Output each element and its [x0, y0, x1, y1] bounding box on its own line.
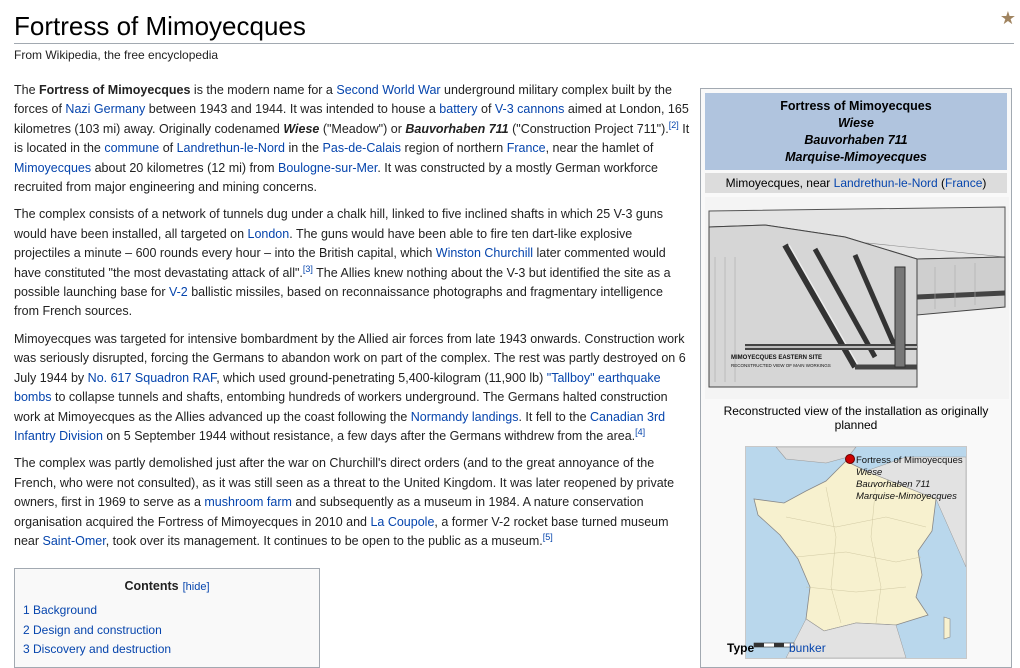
map-label-line: Bauvorhaben 711 — [856, 479, 931, 490]
link-normandy-landings[interactable]: Normandy landings — [410, 409, 519, 424]
text: Mimoyecques, near — [725, 176, 834, 190]
link-la-coupole[interactable]: La Coupole — [370, 514, 435, 529]
text: The — [14, 83, 40, 97]
link-pas-de-calais[interactable]: Pas-de-Calais — [322, 141, 402, 156]
infobox-alt-name: Wiese — [837, 116, 875, 130]
text: in the — [285, 141, 323, 156]
infobox-location — [705, 173, 1007, 193]
infobox-key: Type — [727, 641, 755, 655]
infobox-title: Fortress of Mimoyecques — [780, 99, 932, 113]
text: ("Meadow") or — [319, 121, 406, 136]
text: between 1943 and 1944. It was intended to house a — [145, 102, 440, 117]
text: of — [477, 102, 495, 117]
location-map[interactable] — [745, 446, 967, 659]
bold-italic-term: Bauvorhaben 711 — [405, 121, 509, 136]
toc-heading — [15, 579, 319, 593]
bold-italic-term: Wiese — [283, 121, 320, 136]
link-617-squadron[interactable]: No. 617 Squadron RAF — [87, 370, 217, 385]
toc-list — [23, 601, 319, 660]
installation-diagram-image[interactable] — [705, 197, 1007, 399]
text: The Allies knew nothing about the V-3 but identified the site as a possible launching base for — [14, 265, 671, 300]
link-v3-cannons[interactable]: V-3 cannons — [494, 102, 565, 117]
text: . It was constructed by a mostly German workforce recruited from major engineering and mining concerns. — [14, 160, 659, 195]
citation-link[interactable]: [3] — [302, 263, 313, 274]
infobox-header — [705, 93, 1007, 170]
link-earthquake-bombs[interactable]: earthquake bombs — [14, 370, 661, 405]
paragraph-intro — [14, 81, 690, 197]
toc-link-discovery[interactable]: 3 Discovery and destruction — [23, 642, 172, 656]
text: Mimoyecques was targeted for intensive bombardment by the Allied air forces from late 1943 onwards. Construction work was seriously disrupted, forcing the Germans to abandon work on part of the complex. The rest was partly destroyed on 6 July 1944 by — [14, 331, 686, 385]
text: aimed at London, 165 kilometres (103 mi) away. Originally codenamed — [14, 102, 689, 136]
map-label-line: Wiese — [856, 467, 883, 478]
page-title: Fortress of Mimoyecques — [14, 10, 1014, 44]
link-boulogne[interactable]: Boulogne-sur-Mer — [278, 160, 378, 175]
diagram-illustration — [705, 197, 1009, 399]
link-france[interactable]: France — [506, 141, 546, 156]
link-landrethun[interactable]: Landrethun-le-Nord — [833, 176, 938, 190]
link-bunker[interactable]: bunker — [789, 641, 826, 655]
diagram-label: MIMOYECQUES EASTERN SITE — [731, 355, 823, 361]
toc-title: Contents — [124, 579, 179, 593]
text: The complex was partly demolished just after the war on Churchill's direct orders (and to the great annoyance of the French, who were not consulted), as it was still seen as a threat to the United Kingdom. It was later reopened by private owners, first in 1969 to serve as a — [14, 456, 675, 510]
infobox-row-type — [727, 641, 826, 655]
paragraph-postwar — [14, 454, 690, 551]
text: about 20 kilometres (12 mi) from — [91, 160, 278, 175]
toc-item — [23, 621, 319, 641]
text: , near the hamlet of — [545, 141, 654, 156]
article-body — [14, 81, 690, 559]
link-v2[interactable]: V-2 — [168, 285, 188, 300]
link-second-world-war[interactable]: Second World War — [336, 83, 441, 97]
text: , a former V-2 rocket base turned museum near — [14, 514, 669, 548]
text: The complex consists of a network of tunnels dug under a chalk hill, linked to five inclined shafts in which 25 V-3 guns would have been installed, all targeted on — [14, 207, 663, 241]
text: ballistic missiles, based on reconnaissance photographs and fragmentary intelligence from French sources. — [14, 285, 664, 319]
link-london[interactable]: London — [247, 226, 290, 241]
text: ) — [982, 176, 987, 190]
table-of-contents — [14, 568, 320, 668]
text: ("Construction Project 711"). — [508, 121, 669, 136]
infobox-alt-name: Marquise-Mimoyecques — [785, 150, 927, 164]
site-tagline: From Wikipedia, the free encyclopedia — [14, 48, 219, 62]
text: is the modern name for a — [190, 83, 337, 97]
text: on 5 September 1944 without resistance, a few days after the Germans withdrew from the area. — [102, 428, 636, 443]
paragraph-complex — [14, 205, 690, 321]
text: to collapse tunnels and shafts, entombing hundreds of workers underground. The Germans halted construction work at Mimoyecques as the Allies advanced up the coast following the — [14, 390, 668, 424]
link-commune[interactable]: commune — [104, 141, 160, 156]
map-label-line: Fortress of Mimoyecques — [856, 455, 963, 466]
text: of — [159, 141, 177, 156]
toc-item — [23, 601, 319, 621]
text: region of northern — [401, 141, 507, 156]
infobox — [700, 88, 1012, 668]
link-mimoyecques[interactable]: Mimoyecques — [14, 160, 92, 175]
link-mushroom-farm[interactable]: mushroom farm — [204, 495, 292, 510]
toc-link-background[interactable]: 1 Background — [23, 603, 98, 617]
link-churchill[interactable]: Winston Churchill — [435, 246, 534, 261]
link-tallboy[interactable]: "Tallboy" — [546, 370, 595, 385]
toc-link-design[interactable]: 2 Design and construction — [23, 622, 162, 637]
link-saint-omer[interactable]: Saint-Omer — [42, 533, 106, 548]
citation-link[interactable]: [5] — [542, 531, 553, 542]
link-nazi-germany[interactable]: Nazi Germany — [65, 102, 146, 117]
infobox-alt-name: Bauvorhaben 711 — [804, 133, 908, 147]
bold-term: Fortress of Mimoyecques — [39, 83, 191, 97]
text: later commented would have constituted "the most devastating attack of all". — [14, 246, 666, 280]
text: ( — [937, 176, 946, 190]
text: , took over its management. It continues to be open to the public as a museum. — [105, 533, 543, 548]
link-canadian-division[interactable]: Canadian 3rd Infantry Division — [14, 409, 666, 443]
location-marker-icon — [846, 455, 855, 464]
text: , which used ground-penetrating 5,400-kilogram (11,900 lb) — [216, 370, 547, 385]
citation-link[interactable]: [2] — [668, 119, 679, 130]
citation-link[interactable]: [4] — [635, 426, 646, 437]
map-marker-label — [856, 455, 963, 503]
text: and subsequently as a museum in 1984. A nature conservation organisation acquired the Fortress of Mimoyecques in 2010 and — [14, 495, 644, 529]
link-landrethun[interactable]: Landrethun-le-Nord — [176, 141, 286, 156]
text: . It fell to the — [518, 409, 591, 424]
map-label-line: Marquise-Mimoyecques — [856, 491, 957, 502]
diagram-sublabel: RECONSTRUCTED VIEW OF MAIN WORKINGS — [731, 363, 831, 368]
toc-hide-link[interactable]: [hide] — [182, 581, 210, 593]
text: It is located in the — [14, 121, 690, 156]
text: underground military complex built by the forces of — [14, 83, 672, 117]
text: . The guns would have been able to fire ten dart-like explosive projectiles a minute – 600 rounds every hour – into the British capital, which — [14, 226, 633, 261]
paragraph-bombardment — [14, 330, 690, 446]
image-caption: Reconstructed view of the installation as originally planned — [723, 404, 989, 432]
watch-star-icon[interactable]: ★ — [999, 8, 1016, 28]
link-battery[interactable]: battery — [439, 102, 478, 117]
link-france[interactable]: France — [945, 176, 983, 190]
